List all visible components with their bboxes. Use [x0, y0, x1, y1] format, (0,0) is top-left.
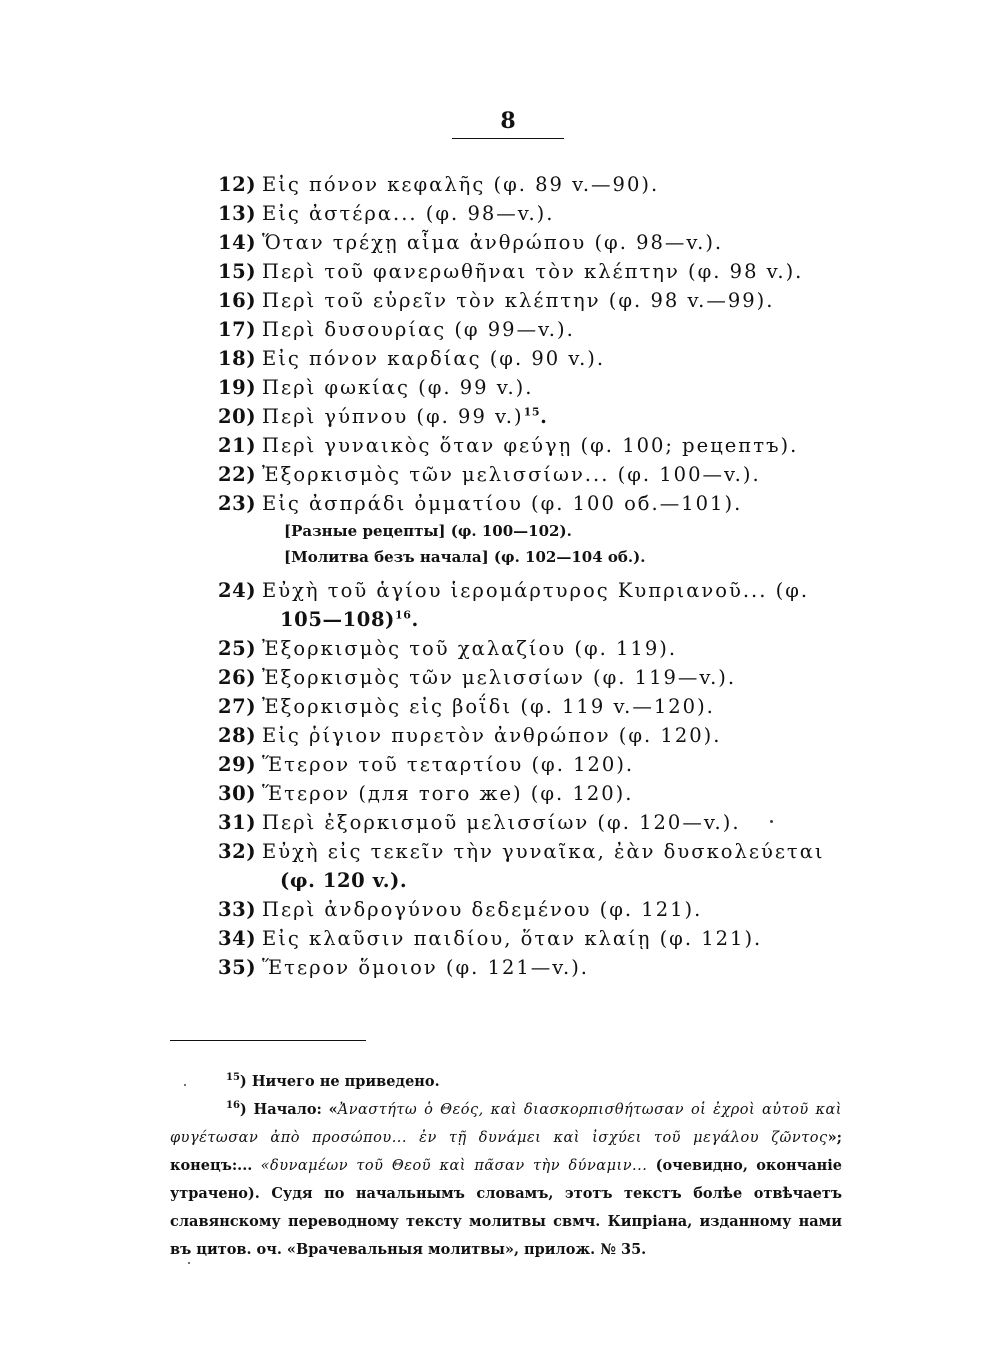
entry-text: Ὅταν τρέχῃ αἷμα ἀνθρώπου (φ. 98—v.). [262, 231, 724, 254]
list-item [218, 895, 858, 924]
entry-number: 23) [218, 492, 257, 515]
footnote-mark: 15 [226, 1072, 240, 1084]
entry-number: 35) [218, 956, 257, 979]
entry-number: 26) [218, 666, 257, 689]
entry-text: Εἰς πόνον καρδίας (φ. 90 v.). [262, 347, 606, 370]
entry-number: 14) [218, 231, 257, 254]
entry-number: 29) [218, 753, 257, 776]
entry-number: 32) [218, 840, 257, 863]
list-item [218, 634, 858, 663]
entry-number: 28) [218, 724, 257, 747]
entry-text: Περὶ ἐξορκισμοῦ μελισσίων (φ. 120—v.). [262, 811, 741, 834]
entry-number: 22) [218, 463, 257, 486]
list-item [218, 953, 858, 982]
entry-text-continued: (φ. 120 v.). [280, 869, 408, 892]
list-item [218, 692, 858, 721]
entry-text: Εὐχὴ τοῦ ἁγίου ἱερομάρτυρος Κυπριανοῦ... (φ. [262, 579, 810, 602]
entry-number: 31) [218, 811, 257, 834]
list-item [218, 779, 858, 808]
list-item [218, 750, 858, 779]
entry-text: Ἐξορκισμὸς τῶν μελισσίων (φ. 119—v.). [262, 666, 737, 689]
footnote-text: »; конецъ:... [170, 1129, 842, 1174]
footnote-15 [170, 1068, 842, 1096]
list-item [218, 315, 858, 344]
entry-text: Εἰς ἀστέρα... (φ. 98—v.). [262, 202, 555, 225]
entry-text: Περὶ τοῦ φανερωθῆναι τὸν κλέπτην (φ. 98 v.). [262, 260, 804, 283]
entry-text-after: . [540, 405, 548, 428]
footnote-ref: 15 [523, 405, 541, 419]
entry-number: 18) [218, 347, 257, 370]
entry-number: 12) [218, 173, 257, 196]
footnotes [170, 1068, 842, 1264]
entry-text-after: . [411, 608, 419, 631]
entry-number: 19) [218, 376, 257, 399]
entry-text: Περὶ γύπνου (φ. 99 v.) [262, 405, 524, 428]
entry-text: Περὶ ἀνδρογύνου δεδεμένου (φ. 121). [262, 898, 703, 921]
entry-text: Περὶ δυσουρίας (φ 99—v.). [262, 318, 575, 341]
entry-number: 33) [218, 898, 257, 921]
list-item [218, 489, 858, 518]
list-item [218, 257, 858, 286]
list-item [218, 170, 858, 199]
footnote-rule [170, 1040, 366, 1041]
list-item [218, 460, 858, 489]
sub-entry: [Молитва безъ начала] (φ. 102—104 об.). [284, 548, 646, 566]
list-item [218, 924, 858, 953]
entry-text: Εὐχὴ εἰς τεκεῖν τὴν γυναῖκα, ἐὰν δυσκολεύεται [262, 840, 825, 863]
list-item [218, 228, 858, 257]
entry-number: 30) [218, 782, 257, 805]
footnote-16 [170, 1096, 842, 1264]
entry-number: 21) [218, 434, 257, 457]
entry-number: 13) [218, 202, 257, 225]
list-item [218, 431, 858, 460]
footnote-text: ) Ничего не приведено. [239, 1073, 440, 1090]
entry-text: Ἕτερον (для того же) (φ. 120). [262, 782, 634, 805]
entry-text: Περὶ φωκίας (φ. 99 v.). [262, 376, 534, 399]
entry-text: Ἕτερον τοῦ τεταρτίου (φ. 120). [262, 753, 635, 776]
entry-text: Ἐξορκισμὸς τῶν μελισσίων... (φ. 100—v.). [262, 463, 761, 486]
entry-number: 24) [218, 579, 257, 602]
footnote-text: (очевидно, окончаніе утрачено). Судя по начальнымъ словамъ, этотъ текстъ болѣе отвѣчаетъ славянскому переводному тексту молитвы свмч. Кипріана, изданному нами въ цитов. оч. «Врачевальныя молитвы», прилож. № 35. [170, 1157, 842, 1258]
list-item [218, 837, 858, 895]
entry-list [218, 170, 858, 982]
entry-number: 20) [218, 405, 257, 428]
entry-number: 25) [218, 637, 257, 660]
entry-text-continued: 105—108) [280, 608, 395, 631]
entry-text: Ἐξορκισμὸς τοῦ χαλαζίου (φ. 119). [262, 637, 678, 660]
sub-entry: [Разные рецепты] (φ. 100—102). [284, 522, 572, 540]
footnote-greek-quote: Ἀναστήτω ὁ Θεός, καὶ διασκορπισθήτωσαν οἱ ἐχροὶ αὐτοῦ καὶ φυγέτωσαν ἀπὸ προσώπου... ἐν τῇ δυνάμει καὶ ἰσχύει τοῦ μεγάλου ζῶντος [170, 1102, 842, 1146]
footnote-ref: 16 [394, 608, 412, 622]
page-number-rule [452, 138, 564, 139]
list-item [218, 199, 858, 228]
entry-text: Εἰς ἀσπράδι ὀμματίου (φ. 100 об.—101). [262, 492, 743, 515]
entry-number: 15) [218, 260, 257, 283]
list-item [218, 721, 858, 750]
list-item [218, 402, 858, 431]
footnote-mark: 16 [226, 1100, 240, 1112]
entry-text: Εἰς πόνον κεφαλῆς (φ. 89 v.—90). [262, 173, 660, 196]
entry-text: Εἰς ῥίγιον πυρετὸν ἀνθρώπον (φ. 120). [262, 724, 722, 747]
list-item [218, 663, 858, 692]
page-number: 8 [500, 108, 516, 134]
entry-text: Περὶ τοῦ εὑρεῖν τὸν κλέπτην (φ. 98 v.—99). [262, 289, 775, 312]
list-item [218, 373, 858, 402]
entry-number: 16) [218, 289, 257, 312]
entry-number: 17) [218, 318, 257, 341]
list-item [218, 576, 858, 634]
footnote-greek-quote: «δυναμέων τοῦ Θεοῦ καὶ πᾶσαν τὴν δύναμιν... [260, 1158, 648, 1174]
entry-number: 34) [218, 927, 257, 950]
scan-speck [184, 1084, 186, 1086]
entry-text: Ἕτερον ὅμοιον (φ. 121—v.). [262, 956, 589, 979]
scan-speck [188, 1262, 190, 1264]
entry-text: Εἰς κλαῦσιν παιδίου, ὅταν κλαίῃ (φ. 121). [262, 927, 763, 950]
scan-speck [770, 820, 773, 823]
list-item [218, 344, 858, 373]
entry-text: Περὶ γυναικὸς ὅταν φεύγῃ (φ. 100; рецептъ). [262, 434, 799, 457]
footnote-label: ) Начало: « [239, 1101, 338, 1118]
entry-number: 27) [218, 695, 257, 718]
list-item [218, 808, 858, 837]
list-item [218, 286, 858, 315]
entry-text: Ἐξορκισμὸς εἰς βοΐδι (φ. 119 v.—120). [262, 695, 715, 718]
